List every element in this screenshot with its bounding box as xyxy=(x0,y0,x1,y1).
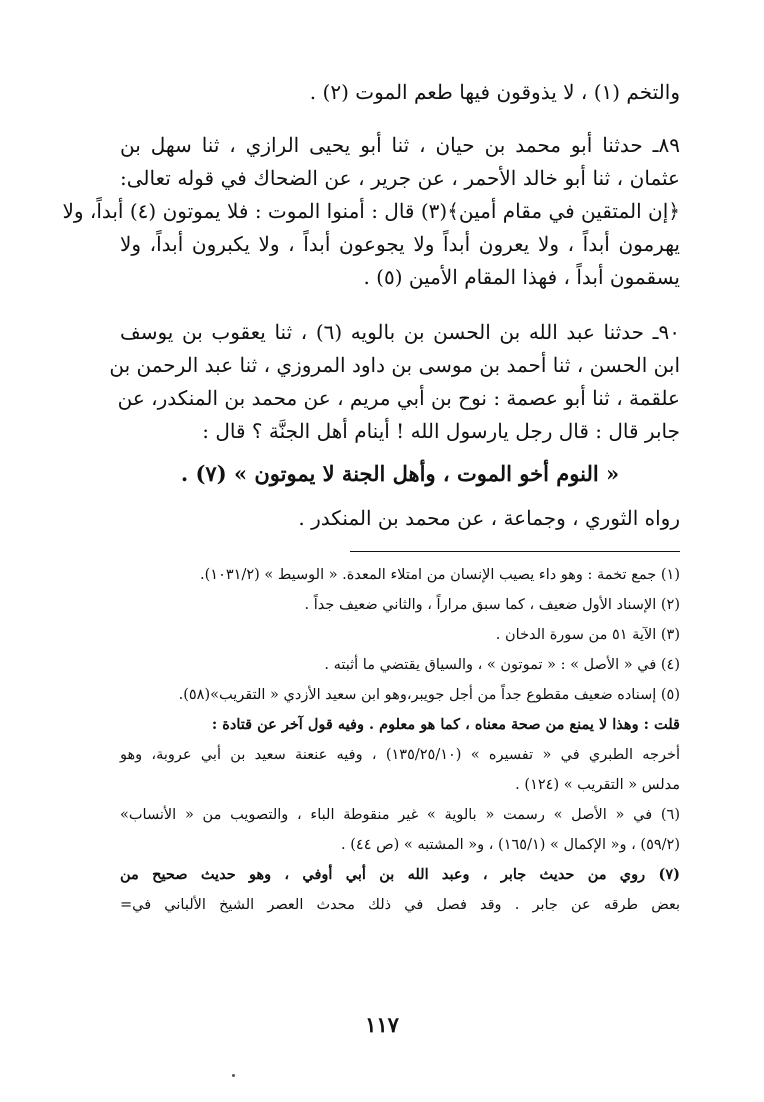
text-line: ٨٩ـ حدثنا أبو محمد بن حيان ، ثنا أبو يحيى الرازي ، ثنا سهل بن xyxy=(120,133,680,157)
hadith-quote: « النوم أخو الموت ، وأهل الجنة لا يموتون » (٧) . xyxy=(180,461,620,486)
text-line: والتخم (١) ، لا يذوقون فيها طعم الموت (٢) . xyxy=(309,80,680,104)
footnotes xyxy=(120,560,680,920)
footnote-line: (٥٩/٢) ، و« الإكمال » (١٦٥/١) ، و« المشتبه » (ص ٤٤) . xyxy=(341,837,680,853)
footnote-line: (٧) روي من حديث جابر ، وعبد الله بن أبي أوفي ، وهو حديث صحيح من xyxy=(120,866,680,883)
page-number: ١١٧ xyxy=(365,1012,399,1037)
footnote-line: أخرجه الطبري في « تفسيره » (١٣٥/٢٥/١٠) ، وفيه عنعنة سعيد بن أبي عروبة، وهو xyxy=(120,747,680,763)
text-line: عثمان ، ثنا أبو خالد الأحمر ، عن جرير ، عن الضحاك في قوله تعالى: xyxy=(120,166,680,190)
footnote-line: (٤) في « الأصل » : « تموتون » ، والسياق يقتضي ما أثبته . xyxy=(324,657,680,673)
footnote-line: بعض طرقه عن جابر . وقد فصل في ذلك محدث العصر الشيخ الألباني في= xyxy=(120,897,680,913)
footnote-line: مدلس « التقريب » (١٢٤) . xyxy=(515,777,680,793)
footnote-line: (٦) في « الأصل » رسمت « بالوية » غير منقوطة الباء ، والتصويب من « الأنساب» xyxy=(120,807,680,823)
text-line: ابن الحسن ، ثنا أحمد بن موسى بن داود المروزي ، ثنا عبد الرحمن بن xyxy=(109,353,680,377)
text-line: يسقمون أبداً ، فهذا المقام الأمين (٥) . xyxy=(363,265,680,289)
footnote-line: (٣) الآية ٥١ من سورة الدخان . xyxy=(495,627,680,643)
text-line: رواه الثوري ، وجماعة ، عن محمد بن المنكدر . xyxy=(298,506,680,530)
text-line: علقمة ، ثنا أبو عصمة : نوح بن أبي مريم ، عن محمد بن المنكدر، عن xyxy=(117,386,680,410)
text-line: ﴿إن المتقين في مقام أمين﴾(٣) قال : أمنوا الموت : فلا يموتون (٤) أبداً، ولا xyxy=(62,199,680,223)
footnote-line: (٥) إسناده ضعيف مقطوع جداً من أجل جويبر،وهو ابن سعيد الأزدي « التقريب»(٥٨). xyxy=(178,687,680,703)
text-line: يهرمون أبداً ، ولا يعرون أبداً ولا يجوعون أبداً ، ولا يكبرون أبداً، ولا xyxy=(120,232,680,256)
footnote-line: (٢) الإسناد الأول ضعيف ، كما سبق مراراً ، والثاني ضعيف جداً . xyxy=(304,597,680,613)
page-content xyxy=(62,76,680,920)
text-line: ٩٠ـ حدثنا عبد الله بن الحسن بن بالويه (٦) ، ثنا يعقوب بن يوسف xyxy=(120,320,680,344)
page-speck xyxy=(232,1074,235,1077)
footnote-line: قلت : وهذا لا يمنع من صحة معناه ، كما هو معلوم . وفيه قول آخر عن قتادة : xyxy=(211,716,680,733)
text-line: جابر قال : قال رجل يارسول الله ! أينام أهل الجنَّة ؟ قال : xyxy=(202,419,680,443)
footnote-line: (١) جمع تخمة : وهو داء يصيب الإنسان من امتلاء المعدة. « الوسيط » (١٠٣١/٢). xyxy=(200,567,680,583)
main-text xyxy=(62,76,680,535)
footnote-separator xyxy=(350,551,680,552)
